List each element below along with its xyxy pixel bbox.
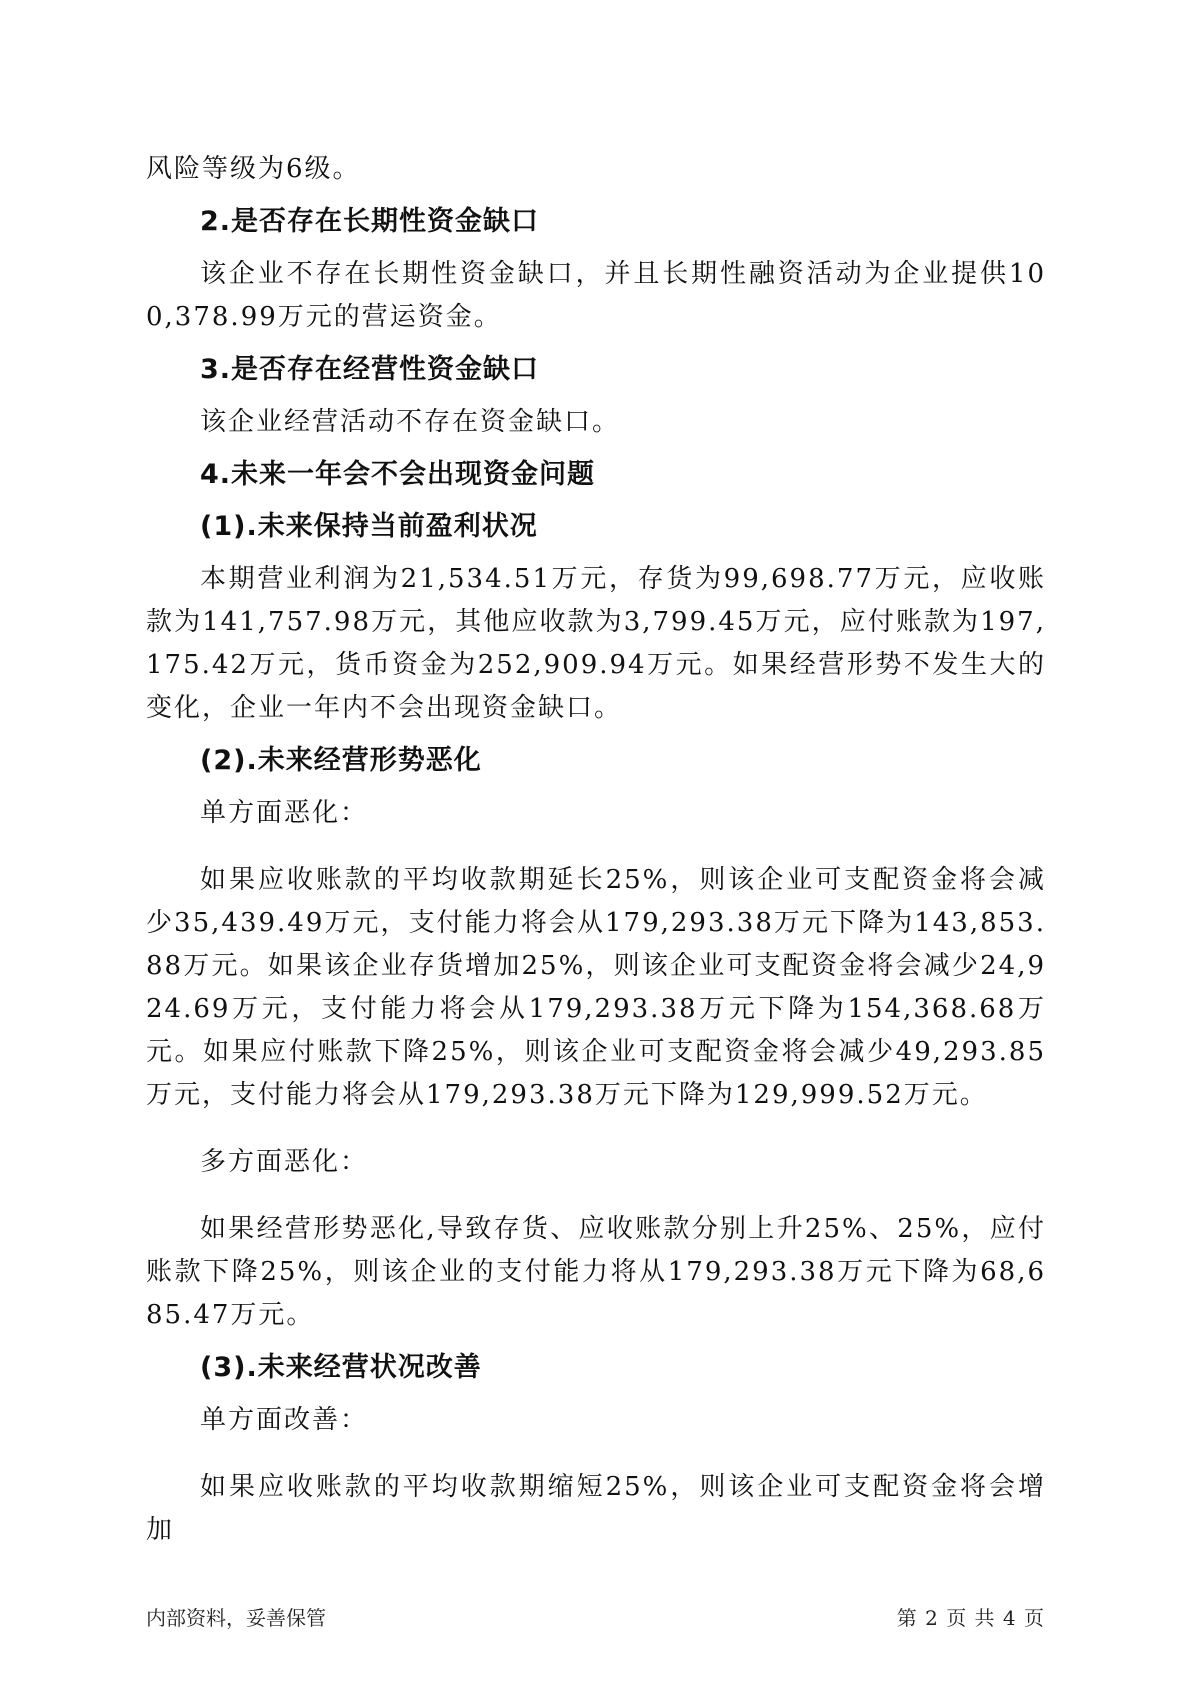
body-paragraph: 如果经营形势恶化,导致存货、应收账款分别上升25%、25%，应付账款下降25%，则该企业的支付能力将从179,293.38万元下降为68,685.47万元。: [146, 1214, 1046, 1330]
footer-confidential-note: 内部资料，妥善保管: [146, 1606, 326, 1630]
section-heading: 2.是否存在长期性资金缺口: [200, 206, 540, 237]
body-paragraph: 单方面改善：: [200, 1405, 369, 1435]
body-paragraph: 多方面恶化：: [200, 1147, 369, 1177]
paragraph-spacer: [146, 845, 1046, 859]
section-heading: (1).未来保持当前盈利状况: [200, 511, 538, 542]
body-paragraph: 如果应收账款的平均收款期延长25%，则该企业可支配资金将会减少35,439.49万元，支付能力将会从179,293.38万元下降为143,853.88万元。如果该企业存货增加25%，则该企业可支配资金将会减少24,924.69万元，支付能力将会从179,293.38万元下降为154,368.68万元。如果应付账款下降25%，则该企业可支配资金将会减少49,293.85万元，支付能力将会从179,293.38万元下降为129,999.52万元。: [146, 865, 1046, 1110]
section-heading: (3).未来经营状况改善: [200, 1352, 482, 1383]
body-paragraph: 单方面恶化：: [200, 798, 369, 828]
body-paragraph: 该企业经营活动不存在资金缺口。: [200, 407, 621, 437]
paragraph-spacer: [146, 1194, 1046, 1208]
section-heading: (2).未来经营形势恶化: [200, 745, 482, 776]
section-heading: 4.未来一年会不会出现资金问题: [200, 459, 596, 490]
document-body: [146, 148, 1046, 1562]
body-paragraph: 如果应收账款的平均收款期缩短25%，则该企业可支配资金将会增加: [146, 1472, 1046, 1545]
body-paragraph: 本期营业利润为21,534.51万元，存货为99,698.77万元，应收账款为141,757.98万元，其他应收款为3,799.45万元，应付账款为197,175.42万元，货币资金为252,909.94万元。如果经营形势不发生大的变化，企业一年内不会出现资金缺口。: [146, 564, 1046, 723]
paragraph-spacer: [146, 1127, 1046, 1141]
body-paragraph: 风险等级为6级。: [146, 154, 361, 184]
footer-page-number: 第 2 页 共 4 页: [896, 1606, 1045, 1630]
body-paragraph: 该企业不存在长期性资金缺口，并且长期性融资活动为企业提供100,378.99万元的营运资金。: [146, 259, 1046, 332]
section-heading: 3.是否存在经营性资金缺口: [200, 354, 540, 385]
paragraph-spacer: [146, 1452, 1046, 1466]
